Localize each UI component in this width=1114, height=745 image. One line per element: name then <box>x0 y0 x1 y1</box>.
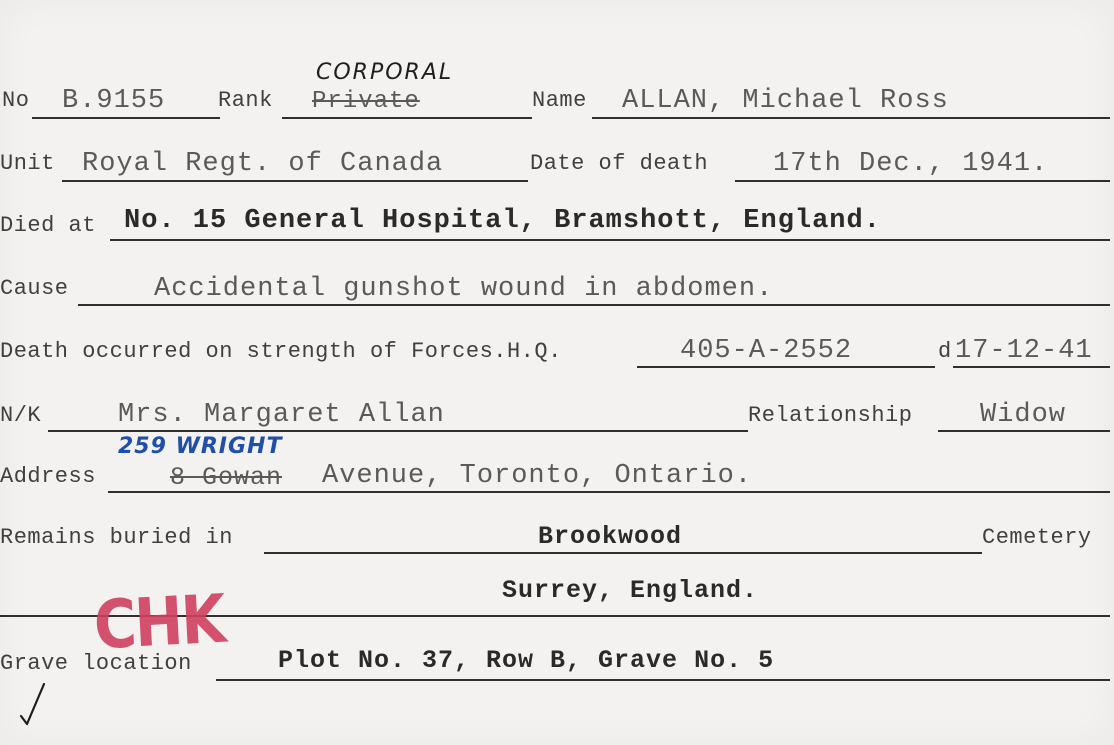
label-death-occurred: Death occurred on strength of Forces.H.Q. <box>0 339 562 364</box>
value-rank-struck: Private <box>312 88 420 115</box>
label-rank: Rank <box>218 88 273 113</box>
label-d: d <box>938 339 952 364</box>
value-address-struck: 8 Gowan <box>170 463 283 492</box>
line-d-date <box>953 366 1110 368</box>
line-died-at <box>110 239 1110 241</box>
value-no: B.9155 <box>62 86 166 116</box>
value-relationship: Widow <box>980 400 1067 430</box>
value-name: ALLAN, Michael Ross <box>622 86 949 116</box>
value-forces-hq-ref: 405-A-2552 <box>680 336 853 366</box>
line-rank <box>282 117 532 119</box>
check-mark-icon <box>18 682 48 726</box>
label-died-at: Died at <box>0 213 96 238</box>
value-grave-location: Plot No. 37, Row B, Grave No. 5 <box>278 646 775 675</box>
value-died-at: No. 15 General Hospital, Bramshott, England. <box>124 206 881 236</box>
value-nk: Mrs. Margaret Allan <box>118 400 445 430</box>
label-nk: N/K <box>0 403 42 428</box>
line-nk <box>48 430 748 432</box>
line-cause <box>78 304 1110 306</box>
label-cemetery: Cemetery <box>982 525 1092 550</box>
line-name <box>592 117 1110 119</box>
value-unit: Royal Regt. of Canada <box>82 149 444 179</box>
line-forces-hq <box>637 366 935 368</box>
value-address: Avenue, Toronto, Ontario. <box>322 461 753 491</box>
value-address-handwritten: 259 WRIGHT <box>118 434 283 459</box>
value-rank-handwritten: CORPORAL <box>316 60 454 85</box>
line-no <box>32 117 220 119</box>
line-unit <box>62 180 528 182</box>
label-grave-location: Grave location <box>0 651 192 676</box>
value-date-of-death: 17th Dec., 1941. <box>773 149 1049 179</box>
line-relationship <box>938 430 1110 432</box>
value-d-date: 17-12-41 <box>955 336 1093 366</box>
value-cause: Accidental gunshot wound in abdomen. <box>154 274 774 304</box>
label-unit: Unit <box>0 151 55 176</box>
line-date-of-death <box>735 180 1110 182</box>
label-no: No <box>2 88 30 113</box>
value-burial-region: Surrey, England. <box>502 576 759 605</box>
line-buried-in <box>264 552 982 554</box>
label-name: Name <box>532 88 587 113</box>
label-relationship: Relationship <box>748 403 913 428</box>
label-remains-buried-in: Remains buried in <box>0 525 233 550</box>
label-address: Address <box>0 464 96 489</box>
value-buried-in: Brookwood <box>538 522 683 551</box>
label-cause: Cause <box>0 276 69 301</box>
label-date-of-death: Date of death <box>530 151 709 176</box>
line-grave-location <box>216 679 1110 681</box>
chk-stamp: CHK <box>92 579 227 665</box>
